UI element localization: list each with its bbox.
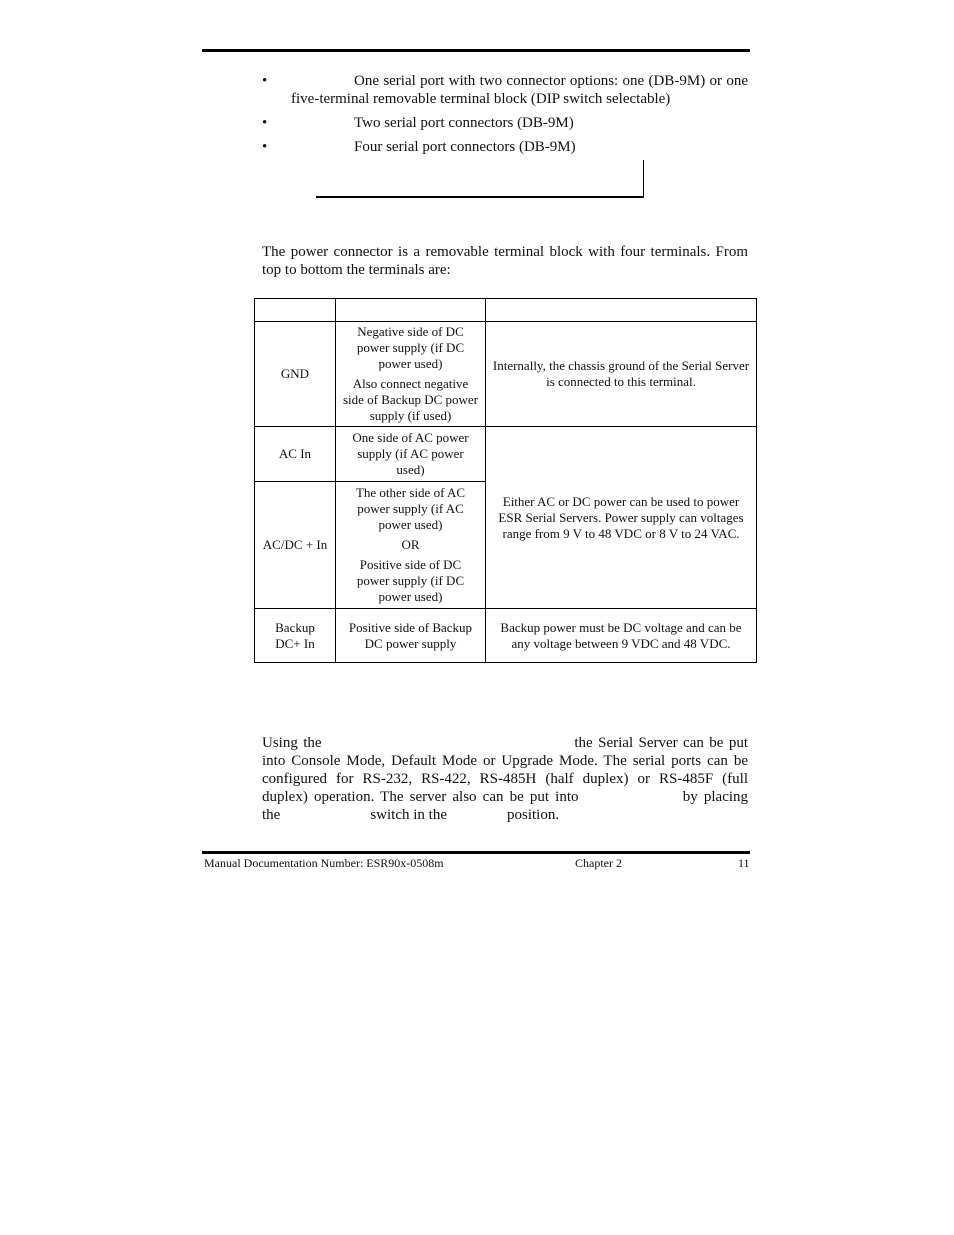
list-item bbox=[262, 114, 748, 132]
header-cell bbox=[255, 299, 336, 322]
notes-cell: Internally, the chassis ground of the Serial Server is connected to this terminal. bbox=[486, 322, 757, 427]
text-fragment: the bbox=[262, 807, 281, 823]
text-fragment: Using the bbox=[262, 735, 322, 751]
text-fragment: switch in the bbox=[370, 807, 447, 823]
text-fragment: by placing bbox=[682, 789, 749, 805]
power-terminal-table bbox=[254, 298, 757, 663]
header-cell bbox=[336, 299, 486, 322]
connection-cell bbox=[336, 427, 486, 482]
text-fragment: duplex) operation. The server also can be put into bbox=[262, 789, 579, 805]
text-fragment: the Serial Server can be put bbox=[574, 735, 749, 751]
connection-text: One side of AC power supply (if AC power used) bbox=[352, 430, 469, 477]
paragraph-line bbox=[262, 788, 748, 806]
dip-switch-paragraph bbox=[262, 734, 748, 824]
bullet-symbol: • bbox=[262, 73, 268, 89]
connection-cell bbox=[336, 482, 486, 609]
header-cell bbox=[486, 299, 757, 322]
header-rule bbox=[202, 49, 750, 52]
bullet-symbol: • bbox=[262, 139, 268, 155]
table-row bbox=[255, 322, 757, 427]
connection-text: OR bbox=[401, 537, 420, 552]
bullet-symbol: • bbox=[262, 115, 268, 131]
connection-cell bbox=[336, 609, 486, 663]
paragraph-line bbox=[262, 734, 748, 752]
footer-doc-number: Manual Documentation Number: ESR90x-0508m bbox=[204, 856, 444, 870]
connection-text: Negative side of DC power supply (if DC power used) bbox=[356, 324, 465, 371]
connection-text: The other side of AC power supply (if AC power used) bbox=[355, 485, 466, 532]
connection-cell bbox=[336, 322, 486, 427]
connection-text: Also connect negative side of Backup DC power supply (if used) bbox=[342, 376, 479, 423]
list-item-text: One serial port with two connector options: one (DB-9M) or one five-terminal removable terminal block (DIP switch selectable) bbox=[291, 73, 748, 107]
list-item-text: Two serial port connectors (DB-9M) bbox=[354, 115, 574, 131]
connection-text: Positive side of DC power supply (if DC power used) bbox=[356, 557, 465, 604]
footer-page-number: 11 bbox=[738, 856, 750, 870]
table-row bbox=[255, 609, 757, 663]
terminal-cell: AC/DC + In bbox=[255, 482, 336, 609]
table-row bbox=[255, 427, 757, 482]
paragraph-line: into Console Mode, Default Mode or Upgrade Mode. The serial ports can be bbox=[262, 753, 748, 769]
port-options-list bbox=[262, 72, 748, 162]
paragraph-line bbox=[262, 806, 748, 824]
footer-rule bbox=[202, 851, 750, 854]
list-item bbox=[262, 72, 748, 108]
footer-chapter: Chapter 2 bbox=[575, 856, 622, 870]
shared-notes-cell: Either AC or DC power can be used to power ESR Serial Servers. Power supply can voltages range from 9 V to 48 VDC or 8 V to 24 VAC. bbox=[486, 427, 757, 609]
terminal-cell: Backup DC+ In bbox=[255, 609, 336, 663]
terminal-cell: GND bbox=[255, 322, 336, 427]
terminal-cell: AC In bbox=[255, 427, 336, 482]
list-item bbox=[262, 138, 748, 156]
table-header-row bbox=[255, 299, 757, 322]
section-box-vertical-line bbox=[643, 160, 644, 198]
section-box-horizontal-line bbox=[316, 196, 644, 198]
notes-cell: Backup power must be DC voltage and can be any voltage between 9 VDC and 48 VDC. bbox=[486, 609, 757, 663]
list-item-text: Four serial port connectors (DB-9M) bbox=[354, 139, 576, 155]
paragraph-line: configured for RS-232, RS-422, RS-485H (half duplex) or RS-485F (full bbox=[262, 771, 748, 787]
text-fragment: position. bbox=[506, 807, 560, 823]
power-connector-paragraph: The power connector is a removable terminal block with four terminals. From top to bottom the terminals are: bbox=[262, 244, 748, 278]
connection-text: Positive side of Backup DC power supply bbox=[348, 619, 473, 651]
